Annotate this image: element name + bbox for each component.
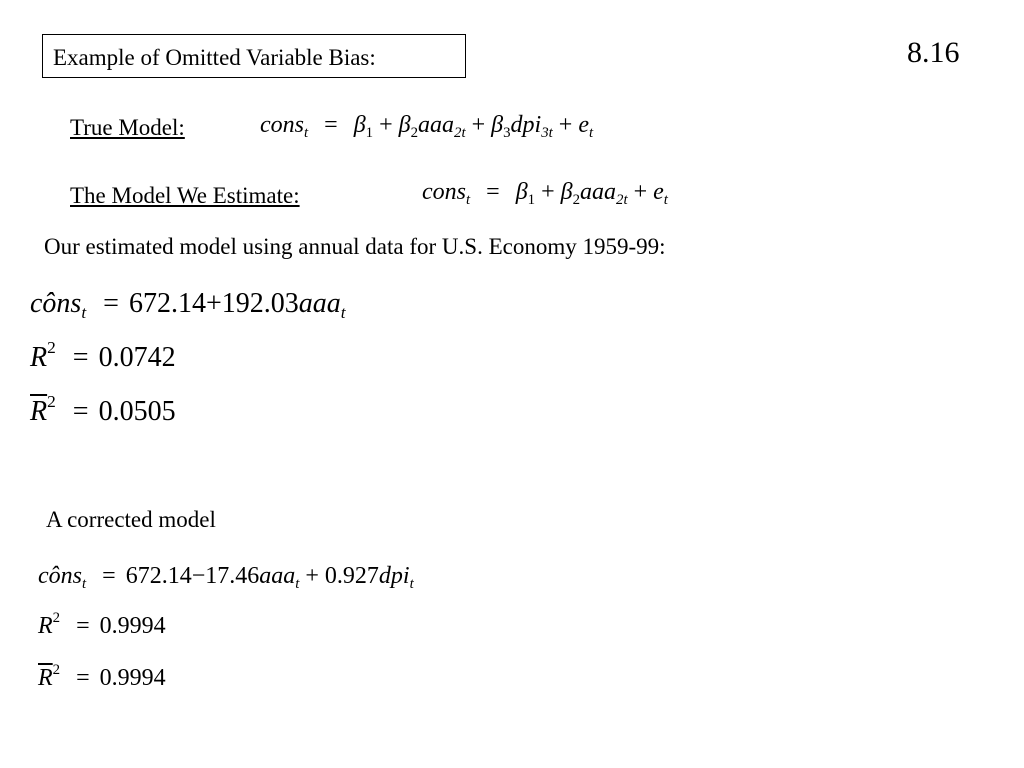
cor-coef2: 0.927 [324,563,379,589]
tm-plus1: + [379,112,393,138]
tm-err: e [578,112,589,138]
cor-var1: aaa [259,563,296,589]
tm-err-sub: t [588,125,594,142]
estimated-adj-r2 [30,391,176,427]
est-var-sub: t [340,303,346,323]
tm-b2-sub: 2 [410,125,419,142]
slide-title: Example of Omitted Variable Bias: [53,45,376,70]
slide-number: 8.16 [907,36,960,69]
cor-adj-sym: $\overline{R}$ [38,665,53,691]
em-lhs: cons [422,179,466,205]
cor-eq: = [102,563,116,589]
corrected-intro-text: A corrected model [46,507,216,532]
corrected-equation [38,563,414,593]
cor-r2-val: 0.9994 [99,613,166,639]
em-b2-sub: 2 [572,192,581,209]
est-adj-sym: $\overline{R}$ [30,396,48,427]
cor-var2-sub: t [409,576,414,593]
est-adj-exp: 2 [47,391,56,411]
cor-var2: dpi [378,563,410,589]
corrected-r2 [38,609,166,639]
cor-adj-val: 0.9994 [99,665,166,691]
est-adj-val: 0.0505 [98,396,176,427]
tm-b1-sub: 1 [365,125,374,142]
tm-v3-sub: 3t [541,125,553,142]
cor-r2-eq: = [76,613,90,639]
tm-plus2: + [471,112,486,138]
est-lhs: côns [30,288,82,319]
cor-r2-sym: R [38,613,53,639]
est-eq: = [103,288,119,319]
tm-lhs: cons [260,112,304,138]
est-r2-eq: = [72,342,89,373]
cor-rhs1: 672.14−17.46 [125,563,260,589]
cor-var1-sub: t [295,576,300,593]
em-v2-sub: 2t [616,192,628,209]
est-rhs: 672.14+192.03 [128,288,299,319]
em-err-sub: t [663,192,668,209]
em-eq: = [486,179,500,205]
tm-plus3: + [558,112,573,138]
est-r2-exp: 2 [47,337,56,357]
em-b1-sub: 1 [527,192,536,209]
cor-adj-eq: = [76,665,90,691]
em-lhs-sub: t [466,192,471,209]
cor-adj-exp: 2 [52,661,61,678]
estimate-model-label: The Model We Estimate: [70,183,300,208]
cor-lhs: côns [38,563,82,589]
tm-b1: β [353,112,366,138]
em-b1: β [515,179,528,205]
tm-v3: dpi [510,112,542,138]
em-b2: β [560,179,573,205]
true-model-equation [260,112,594,142]
est-lhs-sub: t [81,303,87,323]
em-v2: aaa [580,179,617,205]
true-model-label: True Model: [70,115,185,140]
est-r2-sym: R [30,342,48,373]
em-plus1: + [541,179,555,205]
tm-v2: aaa [418,112,455,138]
tm-lhs-sub: t [304,125,309,142]
tm-b3-sub: 3 [503,125,511,142]
tm-v2-sub: 2t [454,125,466,142]
tm-eq: = [324,112,338,138]
est-var: aaa [298,288,341,319]
tm-b2: β [398,112,411,138]
cor-lhs-sub: t [82,576,87,593]
cor-plus: + [305,563,319,589]
estimated-intro-text: Our estimated model using annual data for U.S. Economy 1959-99: [44,234,666,259]
estimated-r2 [30,337,176,373]
tm-b3: β [491,112,504,138]
est-r2-val: 0.0742 [98,342,176,373]
cor-r2-exp: 2 [52,609,61,626]
em-err: e [653,179,664,205]
corrected-adj-r2 [38,661,166,691]
est-adj-eq: = [72,396,89,427]
em-plus2: + [633,179,648,205]
estimated-equation [30,288,346,323]
estimate-model-equation [422,179,668,209]
